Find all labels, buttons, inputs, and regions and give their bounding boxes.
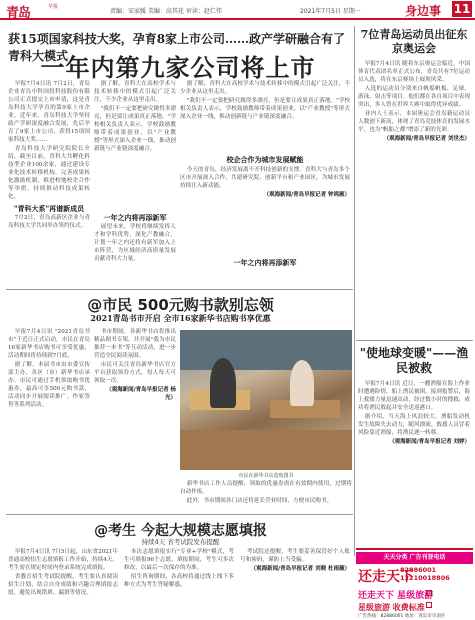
paragraph: 早报7月4日讯 随着东京奥运会临近，中国体育代表团名单正式公布，青岛共有7位运动员入选，将在东京赛场上展现风采。 — [358, 61, 470, 83]
paragraph: 早报7月4日讯 7月5日起，山东省2021年普通高校招生志愿填报工作开始，持续4天。考生需在规定时间内登录系统完成填报。 — [8, 549, 118, 571]
story1-subheading-3: 一年之内将再添新军 — [233, 258, 297, 267]
paragraph: 青岛科技大学研究院院长介绍，截至目前，青科大共孵化科技型企业100余家，通过建设专业化技术转移机构、完善成果转化激励机制、推进校地校企合作等举措，持续推动科技成果转化。 — [8, 146, 90, 200]
classified-ad — [356, 548, 473, 620]
story1-kicker: 获15项国家科技大奖，孕育8家上市公司……政产学研融合有了青科大模式 — [8, 32, 346, 63]
paragraph: 市民可关注青岛新华书店官方平台获取领券方式，每人每天可领取一次。 — [94, 362, 176, 384]
ad-phone: 82886001 13210018806 — [400, 566, 450, 582]
story2-column-2 — [94, 328, 176, 508]
paragraph: 据介绍，当天海上风浪较大，渔船发动机发生故障失去动力，随风漂流。救援人员冒着风险靠近渔船，将渔民逐一转移。 — [358, 414, 470, 436]
story2-headline: @市民 500元购书款别忘领 — [87, 296, 274, 314]
paragraph: 本次志愿填报实行"专业+学校"模式，考生可填报96个志愿。填报期间，考生可多次修改，以最后一次保存的为准。 — [124, 549, 234, 571]
paragraph: 今天的青岛，经济发展离不开科技创新的支撑。青科大与青岛多个区市开展深入合作，共建研究院、创新平台和产业园区，为城市发展持续注入新动能。 — [180, 167, 350, 189]
person-figure — [290, 360, 314, 406]
story2-column-3 — [180, 480, 352, 510]
paragraph: 省教育招生考试院提醒，考生要认真阅读招生计划，结合自身成绩和兴趣合理填报志愿，避免出现错填、漏填等情况。 — [8, 574, 118, 596]
story2-column-1 — [8, 328, 90, 508]
right2-body — [358, 380, 470, 545]
page-header — [0, 0, 475, 20]
right1-headline: 7位青岛运动员出征东京奥运会 — [360, 28, 468, 55]
story1-column-3 — [180, 80, 350, 153]
editor-info: 责编：宋家媛 美编：高其花 审读：赵仁伟 — [110, 8, 222, 15]
person-figure — [210, 358, 236, 408]
checkbox-icon — [426, 602, 432, 608]
paragraph: 7月2日，青岛高新区企业与青岛科技大学共同举办签约仪式。 — [8, 215, 90, 229]
story3-column-1 — [8, 548, 118, 618]
paragraph: 考试院还提醒，考生要妥善保管好个人账号和密码，谨防上当受骗。 — [240, 549, 350, 563]
ad-title: 还走天下 — [358, 569, 414, 585]
story3-deck: 持续4天 省考试院发布提醒 — [141, 538, 220, 546]
paragraph: 据了解，本届书市由市委宣传部主办，各区（市）新华书店承办。市民可通过手机领取购书优惠券，最高可享500元购书款，活动同步开展阅读推广、作家签售等系列活动。 — [8, 362, 90, 408]
story1-subheading-3b: 一年之内将再添新军 — [103, 213, 167, 222]
paragraph: 早报7月4日讯 "2021青岛书市"于近日正式启动，市民在青岛16家新华书店购书可享受优惠，活动期间将持续到7月底。 — [8, 329, 90, 359]
story3-headline: @考生 今起大规模志愿填报 — [94, 523, 267, 539]
page-number: 11 — [453, 2, 471, 16]
paragraph: 新华书店工作人员提醒，领取的优惠券需在有效期内使用，过期将自动作废。 — [180, 481, 352, 495]
paragraph: 据了解，青科大在高校学术与技术转移中的模式引起广泛关注，不少企业从这里走出。 — [180, 81, 350, 95]
story1-subheading-2: 校企合作为城市发展赋能 — [226, 155, 304, 164]
story3-column-3 — [240, 548, 350, 618]
paragraph: 展望未来，学校将继续发挥人才和学科优势，深化产教融合，计划一年之内还将有新军加入上市阵营，为区域经济高质量发展贡献青科大力量。 — [94, 224, 176, 262]
ad-banner: 天天分类 广告刊登电话 — [356, 552, 473, 564]
story1-byline: （观海新闻/青岛早报记者 钟鸿雁） — [263, 192, 350, 198]
paragraph: 入选的运动员分别来自帆船帆板、足球、游泳、射击等项目。他们都在各自项目中表现突出，多人曾在世界大赛中取得优异成绩。 — [358, 86, 470, 108]
paragraph: "我们不一定要把研究做得多漂亮，但是要让成果真正落地。"学校相关负责人表示，学校鼓励教师带着成果创业，以"产业教授"等形式深入企业一线，推动创新链与产业链深度融合。 — [180, 98, 350, 120]
bookshelf — [180, 330, 352, 370]
ad-footer: 广告热线：82886001 地址：青岛市市南区 — [358, 614, 446, 619]
story2-deck: 2021青岛书市开启 全市16家新华书店购书享优惠 — [90, 313, 271, 323]
right1-byline: （观海新闻/青岛早报记者 刘世杰） — [383, 136, 470, 142]
right2-headline: "使地球变暖"——渔民被救 — [359, 346, 469, 375]
ad-row: 还走天下 星级旅游 — [358, 591, 434, 601]
section-divider — [6, 289, 353, 290]
paragraph: 早报7月4日讯 近日，一艘渔船在海上作业时遭遇险情，船上渔民被困。接到报警后，海上救援力量迅速出动，经过数小时的搜救，成功将渔民救起并安全送返港口。 — [358, 381, 470, 411]
issue-date: 2021年7月5日 星期一 — [300, 8, 361, 15]
paragraph: 书市期间，各新华书店将推出精品图书专架，并开展"我为市民推荐一本书"等互动活动，进一步营造全民阅读氛围。 — [94, 329, 176, 359]
paragraph: 招生咨询期间，各高校将通过线上线下多种方式为考生答疑解惑。 — [124, 574, 234, 588]
story2-byline: （观海新闻/青岛早报记者 杨光） — [106, 387, 176, 401]
story1-headline: 一年内第九家公司将上市 — [40, 54, 316, 82]
bookstore-photo — [180, 330, 352, 470]
paragraph: 此外，书市期间各门店还将延长营业时间，方便市民购书。 — [186, 498, 333, 504]
story1-column-1 — [8, 80, 90, 285]
checkbox-icon — [426, 590, 432, 596]
paragraph: 早报7月4日讯 7月2日，青岛企业青岛中科国投科技股份有限公司正式提交上市申请，这是青岛科技大学孕育的第9家上市企业。近年来，青岛科技大学坚持政产学研深度融合发展，先后孕育了9家上市公司、获得15项国家科技大奖…… — [8, 81, 90, 143]
story3-byline: （观海新闻/青岛早报记者 刘晓 杜雨薇） — [250, 566, 350, 572]
section-divider — [6, 514, 353, 515]
column-divider — [354, 26, 355, 556]
ad-row: 星级旅游 收费标准 — [358, 603, 425, 612]
section-divider — [356, 340, 473, 341]
story3-column-2 — [124, 548, 234, 618]
right2-byline: （观海新闻/青岛早报记者 刘婷） — [389, 439, 470, 445]
newspaper-logo-sub: 早报 — [48, 4, 59, 10]
story1-subheading-1: "青科大系"再谱新成员 — [13, 204, 85, 213]
right1-body — [358, 60, 470, 340]
photo-caption: 市民在新华书店选购图书 — [238, 473, 294, 479]
paragraph: "我们不一定要把研究做得多漂亮，但是要让成果真正落地。"学校相关负责人表示，学校鼓励教师带着成果创业，以"产业教授"等形式深入企业一线，推动创新链与产业链深度融合。 — [94, 106, 176, 152]
section-title: 身边事 — [405, 4, 442, 18]
story1-column-5 — [94, 210, 176, 285]
paragraph: 业内人士表示，本届奥运会青岛籍运动员人数创下新高，体现了青岛竞技体育的发展水平，也为"帆船之都"增添了新的光彩。 — [358, 111, 470, 133]
paragraph: 据了解，青科大在高校学术与技术转移中的模式引起广泛关注，不少企业从这里走出。 — [94, 81, 176, 103]
newspaper-logo: 青岛 — [6, 6, 31, 21]
story1-column-4 — [180, 166, 350, 256]
book-table — [180, 430, 352, 470]
